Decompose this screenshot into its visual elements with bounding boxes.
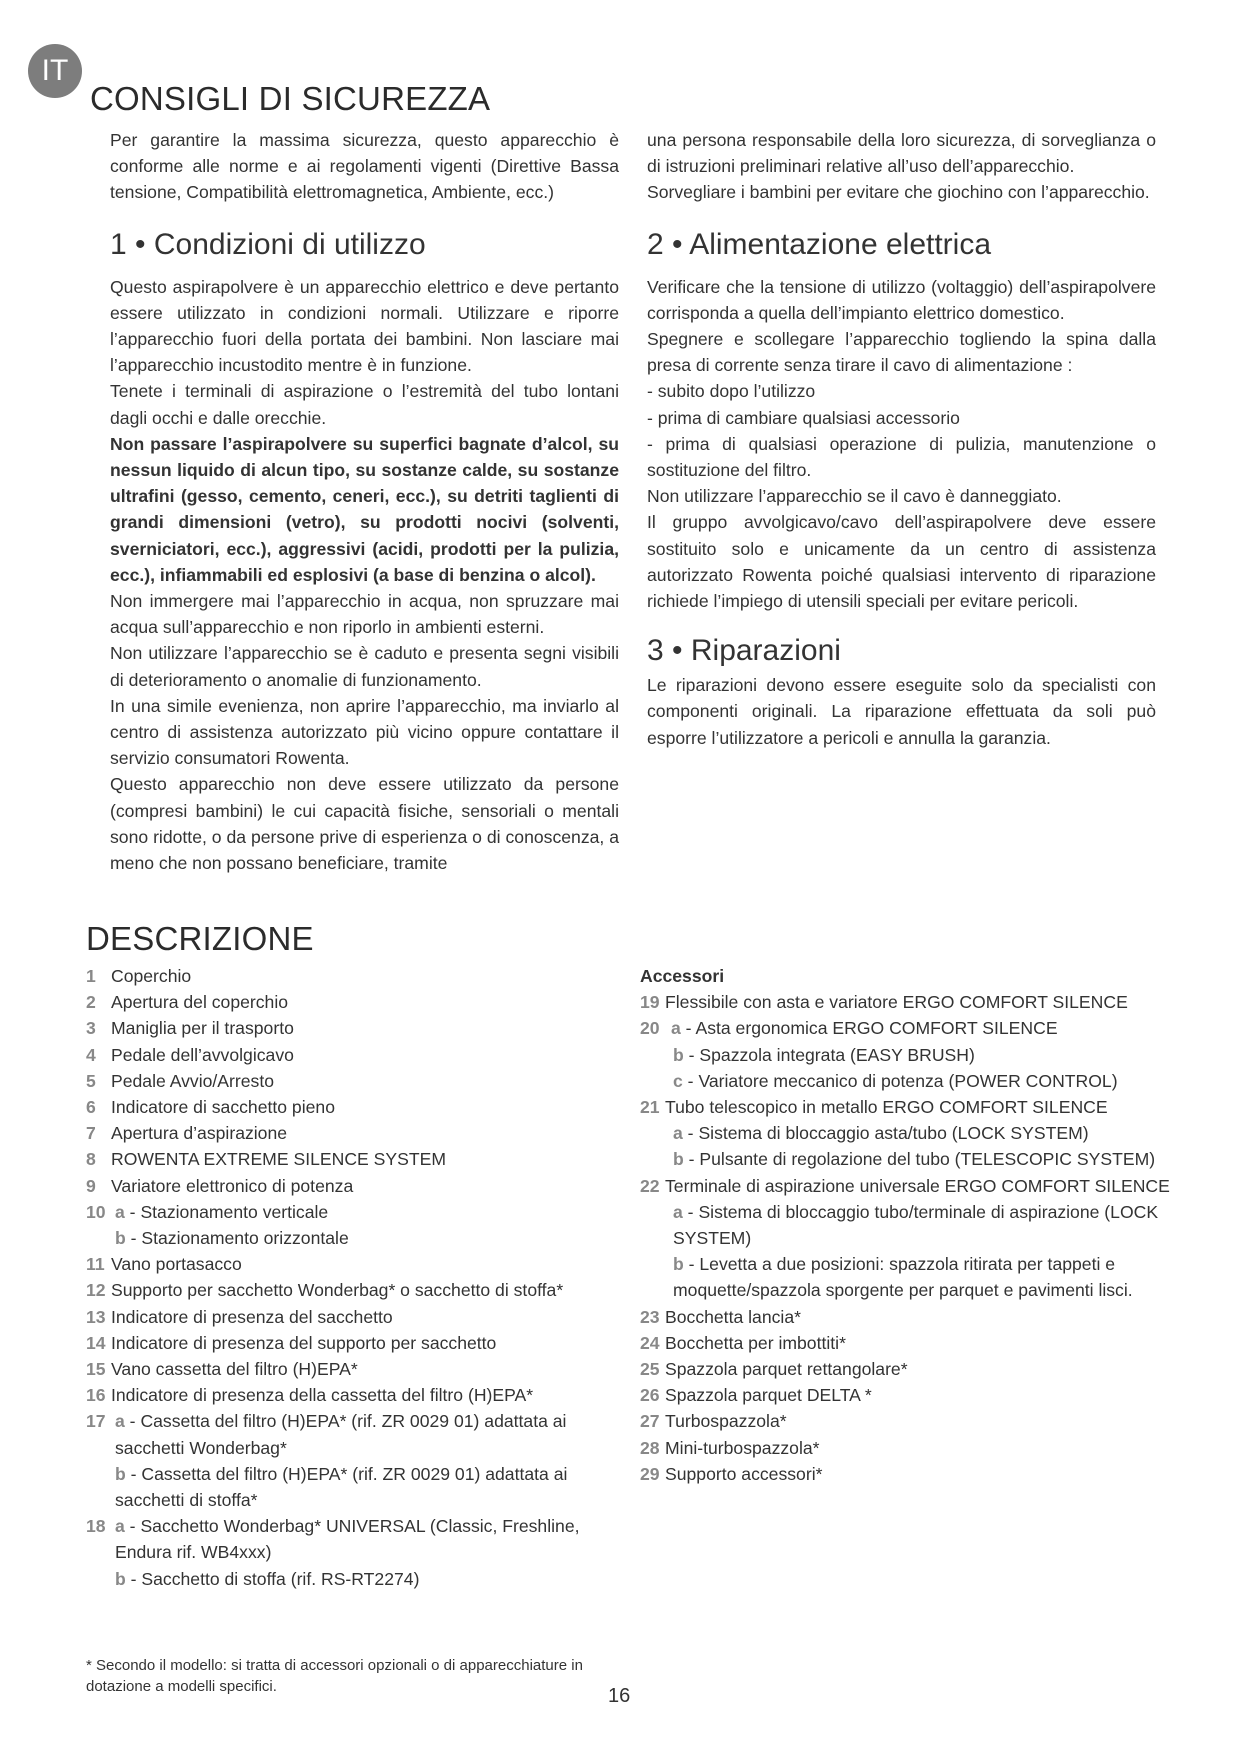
list-item: 27 Turbospazzola* xyxy=(640,1411,787,1432)
list-item: 6 Indicatore di sacchetto pieno xyxy=(86,1097,335,1118)
paragraph: Questo aspirapolvere è un apparecchio elettrico e deve pertanto essere utilizzato in condizioni normali. Utilizzare e riporre l’apparecchio fuori della portata dei bambini. Non lasciare mai l’apparecchio incustodito mentre è in funzione. xyxy=(110,276,619,376)
list-item: 5 Pedale Avvio/Arresto xyxy=(86,1070,274,1091)
safety-right-column xyxy=(647,127,1156,751)
warning-paragraph: Non passare l’aspirapolvere su superfici bagnate d’alcol, su nessun liquido di alcun tipo, su sostanze calde, su sostanze ultrafini (gesso, cemento, ceneri, ecc.), su detriti taglienti di grandi dimensioni (vetro), su prodotti nocivi (solventi, sverniciatori, ecc.), aggressivi (acidi, prodotti per la pulizia, ecc.), infiammabili ed esplosivi (a base di benzina o alcol). xyxy=(110,433,619,585)
list-item: 21 Tubo telescopico in metallo ERGO COMFORT SILENCE xyxy=(640,1097,1108,1118)
section-heading-repairs: 3 • Riparazioni xyxy=(647,634,841,668)
list-item: 22 Terminale di aspirazione universale ERGO COMFORT SILENCE xyxy=(640,1175,1170,1196)
list-item: 4 Pedale dell’avvolgicavo xyxy=(86,1044,294,1065)
paragraph: Tenete i terminali di aspirazione o l’estremità del tubo lontani dagli occhi e dalle orecchie. xyxy=(110,381,619,428)
list-item: 9 Variatore elettronico di potenza xyxy=(86,1175,354,1196)
list-subitem: b - Pulsante di regolazione del tubo (TELESCOPIC SYSTEM) xyxy=(673,1149,1156,1170)
list-item: 17 a - Cassetta del filtro (H)EPA* (rif. ZR 0029 01) adattata ai sacchetti Wonderbag* xyxy=(86,1411,567,1458)
bullet: - prima di qualsiasi operazione di pulizia, manutenzione o sostituzione del filtro. xyxy=(647,433,1156,481)
list-item: 12 Supporto per sacchetto Wonderbag* o sacchetto di stoffa* xyxy=(86,1280,564,1301)
description-list xyxy=(86,963,626,1592)
list-subitem: c - Variatore meccanico di potenza (POWER CONTROL) xyxy=(673,1070,1118,1091)
bullet: - prima di cambiare qualsiasi accessorio xyxy=(647,407,960,428)
list-item: 29 Supporto accessori* xyxy=(640,1463,823,1484)
paragraph: Questo apparecchio non deve essere utilizzato da persone (compresi bambini) le cui capacità fisiche, sensoriali o mentali sono ridotte, o da persone prive di esperienza o di conoscenza, a meno che non possano beneficiare, tramite xyxy=(110,774,619,874)
bullet: - subito dopo l’utilizzo xyxy=(647,381,816,402)
paragraph: una persona responsabile della loro sicurezza, di sorveglianza o di istruzioni preliminari relative all’uso dell’apparecchio. xyxy=(647,130,1156,177)
list-subitem: b - Stazionamento orizzontale xyxy=(115,1228,349,1249)
list-item: 10 a - Stazionamento verticale xyxy=(86,1201,329,1222)
list-subitem: b - Spazzola integrata (EASY BRUSH) xyxy=(673,1044,975,1065)
accessories-list xyxy=(640,963,1180,1487)
list-item: 20 a - Asta ergonomica ERGO COMFORT SILENCE xyxy=(640,1018,1058,1039)
list-item: 11 Vano portasacco xyxy=(86,1254,242,1275)
paragraph: Non utilizzare l’apparecchio se il cavo è danneggiato. xyxy=(647,486,1062,507)
list-item: 16 Indicatore di presenza della cassetta del filtro (H)EPA* xyxy=(86,1385,534,1406)
safety-title: CONSIGLI DI SICUREZZA xyxy=(90,80,491,117)
footnote: * Secondo il modello: si tratta di accessori opzionali o di apparecchiature in dotazione a modelli specifici. xyxy=(86,1657,583,1695)
list-item: 24 Bocchetta per imbottiti* xyxy=(640,1332,846,1353)
list-subitem: b - Sacchetto di stoffa (rif. RS-RT2274) xyxy=(115,1568,420,1589)
paragraph: Sorvegliare i bambini per evitare che giochino con l’apparecchio. xyxy=(647,182,1150,203)
list-item: 1 Coperchio xyxy=(86,966,192,986)
paragraph: Verificare che la tensione di utilizzo (voltaggio) dell’aspirapolvere corrisponda a quella dell’impianto elettrico domestico. xyxy=(647,276,1156,323)
list-item: 26 Spazzola parquet DELTA * xyxy=(640,1385,872,1406)
accessories-heading: Accessori xyxy=(640,966,725,986)
safety-intro: Per garantire la massima sicurezza, questo apparecchio è conforme alle norme e ai regolamenti vigenti (Direttive Bassa tensione, Compatibilità elettromagnetica, Ambiente, ecc.) xyxy=(110,130,619,203)
paragraph: Non utilizzare l’apparecchio se è caduto e presenta segni visibili di deterioramento o anomalie di funzionamento. xyxy=(110,643,619,690)
section-heading-power: 2 • Alimentazione elettrica xyxy=(647,227,992,261)
list-item: 19 Flessibile con asta e variatore ERGO COMFORT SILENCE xyxy=(640,992,1128,1013)
list-subitem: b - Cassetta del filtro (H)EPA* (rif. ZR 0029 01) adattata ai sacchetti di stoffa* xyxy=(115,1463,568,1511)
section-heading-conditions: 1 • Condizioni di utilizzo xyxy=(110,227,426,261)
paragraph: Spegnere e scollegare l’apparecchio togliendo la spina dalla presa di corrente senza tirare il cavo di alimentazione : xyxy=(647,329,1156,376)
list-item: 28 Mini-turbospazzola* xyxy=(640,1437,820,1458)
paragraph: Non immergere mai l’apparecchio in acqua, non spruzzare mai acqua sull’apparecchio e non riporlo in ambienti esterni. xyxy=(110,591,619,638)
list-subitem: a - Sistema di bloccaggio tubo/terminale di aspirazione (LOCK SYSTEM) xyxy=(673,1201,1159,1249)
paragraph: Il gruppo avvolgicavo/cavo dell’aspirapolvere deve essere sostituito solo e unicamente da un centro di assistenza autorizzato Rowenta poiché qualsiasi intervento di riparazione richiede l’impiego di utensili speciali per evitare pericoli. xyxy=(647,512,1156,612)
paragraph: Le riparazioni devono essere eseguite solo da specialisti con componenti originali. La riparazione effettuata da soli può esporre l’utilizzatore a pericoli e annulla la garanzia. xyxy=(647,675,1156,748)
list-item: 15 Vano cassetta del filtro (H)EPA* xyxy=(86,1359,358,1380)
list-item: 23 Bocchetta lancia* xyxy=(640,1306,801,1327)
paragraph: In una simile evenienza, non aprire l’apparecchio, ma inviarlo al centro di assistenza autorizzato più vicino oppure contattare il servizio consumatori Rowenta. xyxy=(110,695,619,769)
list-subitem: b - Levetta a due posizioni: spazzola ritirata per tappeti e moquette/spazzola sporgente per parquet e pavimenti lisci. xyxy=(673,1254,1133,1301)
language-badge: IT xyxy=(28,44,82,98)
list-item: 13 Indicatore di presenza del sacchetto xyxy=(86,1306,393,1327)
list-item: 7 Apertura d’aspirazione xyxy=(86,1123,288,1144)
page-number: 16 xyxy=(608,1685,631,1707)
safety-left-column xyxy=(110,127,619,876)
list-subitem: a - Sistema di bloccaggio asta/tubo (LOCK SYSTEM) xyxy=(673,1123,1089,1144)
list-item: 3 Maniglia per il trasporto xyxy=(86,1018,294,1039)
list-item: 18 a - Sacchetto Wonderbag* UNIVERSAL (Classic, Freshline, Endura rif. WB4xxx) xyxy=(86,1516,580,1563)
list-item: 25 Spazzola parquet rettangolare* xyxy=(640,1359,908,1380)
description-title: DESCRIZIONE xyxy=(86,920,314,957)
list-item: 2 Apertura del coperchio xyxy=(86,992,289,1013)
list-item: 8 ROWENTA EXTREME SILENCE SYSTEM xyxy=(86,1149,446,1170)
list-item: 14 Indicatore di presenza del supporto per sacchetto xyxy=(86,1332,497,1353)
